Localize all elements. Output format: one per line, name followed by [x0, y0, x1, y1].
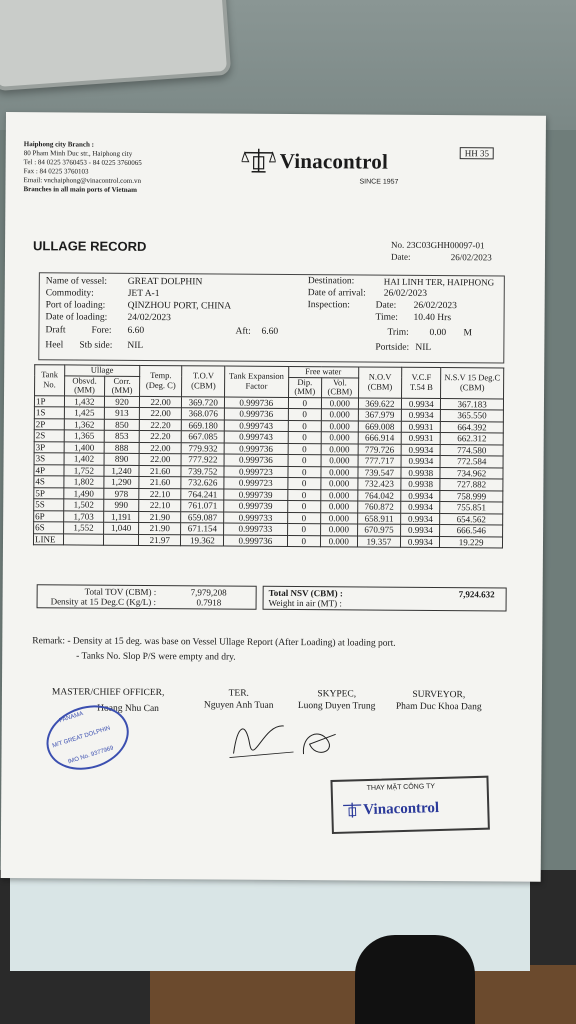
- stamp-company-name: Vinacontrol: [363, 799, 440, 818]
- col-nov: N.O.V (CBM): [358, 367, 402, 398]
- col-free-water: Free water: [288, 366, 358, 377]
- table-cell-tov: 19.362: [181, 534, 224, 546]
- table-cell-vol: 0.000: [321, 466, 358, 478]
- table-cell-vcf: 0.9938: [401, 478, 440, 490]
- table-cell-corr: 913: [105, 407, 140, 419]
- table-cell-exp: 0.999739: [224, 489, 287, 501]
- table-cell-dip: 0: [288, 454, 322, 466]
- arrival-label: Date of arrival:: [307, 288, 366, 299]
- col-expansion: Tank Expansion Factor: [225, 366, 289, 397]
- table-cell-dip: 0: [288, 397, 322, 409]
- table-cell-temp: 22.00: [139, 442, 182, 454]
- table-cell-tank: 4S: [34, 476, 64, 488]
- table-cell-exp: 0.999743: [224, 420, 287, 432]
- table-cell-tov: 732.626: [181, 477, 224, 489]
- table-cell-dip: 0: [288, 443, 322, 455]
- vessel-label: Name of vessel:: [45, 276, 108, 287]
- table-cell-tov: 779.932: [182, 442, 225, 454]
- loading-date-value: 24/02/2023: [127, 312, 171, 324]
- table-cell-tov: 659.087: [181, 511, 224, 523]
- loading-date-label: Date of loading:: [45, 312, 108, 323]
- table-cell-corr: 920: [105, 396, 140, 408]
- trim-label: Trim:: [387, 327, 409, 338]
- table-cell-dip: 0: [288, 420, 322, 432]
- col-vol: Vol. (CBM): [321, 377, 358, 397]
- table-cell-tank: 3P: [34, 441, 64, 453]
- table-cell-obsvd: [63, 533, 103, 545]
- vinacontrol-emblem-icon: [341, 801, 363, 820]
- table-cell-vol: 0.000: [321, 397, 358, 409]
- table-cell-vol: 0.000: [321, 443, 358, 455]
- table-cell-exp: 0.999723: [224, 466, 287, 478]
- company-name: Vinacontrol: [279, 148, 389, 174]
- table-cell-vcf: 0.9934: [402, 398, 441, 410]
- table-cell-nov: 369.622: [358, 397, 402, 409]
- table-cell-corr: 890: [104, 453, 139, 465]
- fore-label: Fore:: [91, 325, 112, 336]
- draft-label: Draft: [45, 325, 66, 336]
- col-dip: Dip. (MM): [288, 377, 322, 397]
- table-cell-obsvd: 1,402: [64, 453, 104, 465]
- density-value: 0.7918: [196, 597, 222, 608]
- stamp-round-top: PANAMA: [58, 710, 85, 725]
- table-cell-nsv: 758.999: [440, 490, 503, 502]
- table-cell-dip: 0: [288, 431, 322, 443]
- signature-surveyor: [396, 689, 482, 714]
- inspection-label: Inspection:: [307, 300, 350, 311]
- branch-title: Haiphong city Branch :: [23, 140, 95, 149]
- ullage-table-body: [33, 395, 503, 548]
- table-cell-temp: 22.10: [139, 499, 182, 511]
- table-cell-exp: 0.999733: [224, 512, 287, 524]
- table-cell-vcf: 0.9931: [401, 421, 440, 433]
- table-cell-temp: 22.00: [139, 453, 182, 465]
- destination-value: HAI LINH TER, HAIPHONG: [383, 276, 495, 288]
- table-cell-nov: 669.008: [358, 420, 402, 432]
- destination-label: Destination:: [307, 276, 355, 287]
- total-tov-label: Total TOV (CBM) :: [84, 586, 157, 598]
- table-cell-tov: 761.071: [181, 500, 224, 512]
- company-logo: [242, 148, 389, 175]
- heel-label: Heel: [45, 340, 64, 351]
- table-cell-dip: 0: [287, 477, 321, 489]
- table-cell-corr: 853: [104, 430, 139, 442]
- branch-line: 80 Pham Minh Duc str., Haiphong city: [23, 149, 133, 158]
- table-cell-nsv: 664.392: [441, 421, 504, 433]
- time-label: Time:: [375, 312, 398, 323]
- table-cell-obsvd: 1,552: [63, 522, 103, 534]
- col-nsv: N.S.V 15 Deg.C (CBM): [441, 368, 504, 399]
- table-cell-vol: 0.000: [321, 420, 358, 432]
- surveyor-name: Pham Duc Khoa Dang: [395, 701, 482, 713]
- table-cell-obsvd: 1,802: [64, 476, 104, 488]
- table-cell-nov: 19.357: [357, 535, 401, 547]
- table-cell-obsvd: 1,502: [63, 499, 103, 511]
- table-cell-dip: 0: [287, 512, 321, 524]
- table-cell-nov: 670.975: [357, 524, 401, 536]
- table-cell-tank: LINE: [33, 533, 63, 545]
- table-cell-obsvd: 1,703: [63, 510, 103, 522]
- ter-name: Nguyen Anh Tuan: [203, 700, 274, 711]
- table-cell-exp: 0.999736: [225, 397, 288, 409]
- inspection-date-value: 26/02/2023: [413, 300, 457, 312]
- table-cell-exp: 0.999736: [224, 535, 287, 547]
- branch-line: Email: vnchaiphong@vinacontrol.com.vn: [23, 176, 142, 185]
- table-cell-tank: 4P: [34, 464, 64, 476]
- table-cell-vcf: 0.9934: [402, 409, 441, 421]
- table-cell-nsv: 654.562: [440, 513, 503, 525]
- document-date: Date: 26/02/2023: [390, 251, 492, 263]
- table-cell-vol: 0.000: [321, 512, 358, 524]
- table-cell-nov: 777.717: [358, 455, 402, 467]
- handwritten-signatures: [223, 714, 353, 765]
- table-cell-tank: 2P: [34, 418, 64, 430]
- table-cell-corr: 1,240: [104, 465, 139, 477]
- table-cell-tank: 1P: [34, 395, 64, 407]
- table-cell-vol: 0.000: [321, 489, 358, 501]
- table-cell-temp: 22.10: [139, 488, 182, 500]
- table-cell-nov: 760.872: [357, 501, 401, 513]
- ullage-record-document: [1, 112, 546, 882]
- table-cell-tov: 669.180: [182, 419, 225, 431]
- table-cell-nsv: 365.550: [441, 410, 504, 422]
- table-cell-vcf: 0.9934: [401, 490, 440, 502]
- signature-ter: [204, 687, 274, 711]
- table-cell-vol: 0.000: [320, 535, 357, 547]
- master-name: Hoang Nhu Can: [97, 703, 159, 715]
- table-cell-dip: 0: [287, 535, 321, 547]
- trim-unit: M: [463, 328, 472, 339]
- portside-label: Portside:: [375, 342, 410, 353]
- col-obsvd: Obsvd. (MM): [64, 375, 105, 395]
- table-cell-dip: 0: [287, 489, 321, 501]
- branch-line: Fax : 84 0225 3760103: [23, 167, 89, 176]
- table-cell-tank: 3S: [34, 453, 64, 465]
- table-cell-vcf: 0.9931: [401, 432, 440, 444]
- table-cell-nsv: 772.584: [440, 456, 503, 468]
- table-cell-tov: 671.154: [181, 523, 224, 535]
- table-cell-temp: 22.00: [139, 396, 182, 408]
- table-cell-temp: 21.90: [139, 511, 182, 523]
- table-cell-nsv: 727.882: [440, 479, 503, 491]
- col-temp: Temp. (Deg. C): [139, 365, 182, 396]
- stb-label: Stb side:: [79, 340, 113, 351]
- table-cell-vol: 0.000: [321, 455, 358, 467]
- stamp-round-mid: M/T GREAT DOLPHIN: [51, 725, 112, 750]
- table-cell-temp: 22.20: [139, 419, 182, 431]
- table-cell-nov: 739.547: [358, 466, 402, 478]
- table-cell-corr: [104, 534, 139, 546]
- table-cell-obsvd: 1,752: [64, 464, 104, 476]
- totals-section: [50, 586, 505, 609]
- table-cell-temp: 22.20: [139, 430, 182, 442]
- total-nsv-value: 7,924.632: [458, 589, 495, 600]
- col-vcf: V.C.F T.54 B: [402, 367, 441, 398]
- table-cell-vcf: 0.9934: [401, 536, 440, 548]
- commodity-label: Commodity:: [45, 288, 94, 299]
- since-year: SINCE 1957: [359, 178, 399, 186]
- table-cell-dip: 0: [287, 466, 321, 478]
- table-cell-obsvd: 1,490: [64, 487, 104, 499]
- table-cell-exp: 0.999743: [224, 431, 287, 443]
- surveyor-title: SURVEYOR,: [412, 689, 466, 701]
- table-cell-tank: 2S: [34, 430, 64, 442]
- port-label: Port of loading:: [45, 300, 106, 311]
- fore-value: 6.60: [127, 325, 145, 336]
- table-cell-nov: 367.979: [358, 409, 402, 421]
- table-cell-corr: 888: [104, 442, 139, 454]
- signature-skypec: [298, 688, 376, 713]
- table-cell-nsv: 367.183: [441, 398, 504, 410]
- table-cell-obsvd: 1,365: [64, 430, 104, 442]
- table-cell-temp: 22.00: [139, 407, 182, 419]
- table-cell-temp: 21.97: [138, 534, 181, 546]
- vessel-info-box: [38, 272, 505, 363]
- table-cell-tank: 5P: [34, 487, 64, 499]
- shoe: [355, 935, 475, 1024]
- skypec-title: SKYPEC,: [317, 689, 357, 700]
- col-tank-no: Tank No.: [35, 365, 65, 396]
- table-cell-corr: 1,191: [104, 511, 139, 523]
- aft-label: Aft:: [235, 326, 251, 337]
- page-title: ULLAGE RECORD: [33, 238, 147, 254]
- table-cell-exp: 0.999739: [224, 500, 287, 512]
- ter-title: TER.: [228, 688, 249, 699]
- skypec-name: Luong Duyen Trung: [297, 701, 376, 712]
- table-cell-nsv: 666.546: [440, 525, 503, 537]
- branches-all: Branches in all main ports of Vietnam: [23, 185, 138, 194]
- table-cell-tov: 764.241: [181, 488, 224, 500]
- total-nsv-label: Total NSV (CBM) :: [268, 587, 343, 599]
- table-cell-nov: 658.911: [357, 512, 401, 524]
- table-cell-obsvd: 1,432: [64, 395, 104, 407]
- table-cell-exp: 0.999736: [225, 408, 288, 420]
- table-cell-tank: 6S: [34, 522, 64, 534]
- table-cell-vcf: 0.9934: [401, 501, 440, 513]
- table-cell-nov: 779.726: [358, 443, 402, 455]
- table-cell-obsvd: 1,400: [64, 441, 104, 453]
- table-cell-vol: 0.000: [321, 409, 358, 421]
- stb-value: NIL: [127, 340, 144, 351]
- vessel-value: GREAT DOLPHIN: [127, 276, 203, 288]
- table-cell-nsv: 774.580: [440, 444, 503, 456]
- ullage-table: [33, 364, 504, 548]
- time-value: 10.40 Hrs: [413, 312, 452, 324]
- table-cell-exp: 0.999733: [224, 523, 287, 535]
- stamp-round-bottom: IMO No. 9377969: [67, 745, 115, 766]
- document-reference: [391, 239, 492, 264]
- col-corr: Corr. (MM): [105, 376, 140, 396]
- table-cell-dip: 0: [288, 408, 322, 420]
- table-cell-vcf: 0.9934: [401, 513, 440, 525]
- commodity-value: JET A-1: [127, 288, 160, 300]
- table-cell-temp: 21.90: [138, 522, 181, 534]
- table-cell-vcf: 0.9938: [401, 467, 440, 479]
- table-cell-corr: 850: [104, 419, 139, 431]
- trim-value: 0.00: [429, 327, 447, 339]
- portside-value: NIL: [415, 342, 432, 353]
- table-cell-exp: 0.999736: [224, 443, 287, 455]
- remark-line: Remark: - Density at 15 deg. was base on Vessel Ullage Report (After Loading) at loading port.: [32, 636, 396, 649]
- branch-line: Tel : 84 0225 3760453 - 84 0225 3760065: [23, 158, 142, 167]
- table-cell-temp: 21.60: [139, 465, 182, 477]
- table-cell-corr: 1,290: [104, 476, 139, 488]
- remark-line: - Tanks No. Slop P/S were empty and dry.: [76, 651, 236, 663]
- arrival-value: 26/02/2023: [383, 288, 428, 299]
- weight-label: Weight in air (MT) :: [268, 597, 342, 609]
- table-cell-nsv: 19.229: [440, 536, 503, 548]
- table-cell-tov: 368.076: [182, 408, 225, 420]
- col-tov: T.O.V (CBM): [182, 366, 225, 397]
- vinacontrol-emblem-icon: [242, 148, 276, 174]
- company-stamp: [330, 776, 489, 834]
- table-cell-vol: 0.000: [321, 501, 358, 513]
- col-ullage: Ullage: [64, 365, 139, 376]
- table-cell-corr: 990: [104, 499, 139, 511]
- table-cell-exp: 0.999736: [224, 454, 287, 466]
- table-cell-corr: 978: [104, 488, 139, 500]
- aft-value: 6.60: [261, 326, 279, 337]
- table-cell-exp: 0.999723: [224, 477, 287, 489]
- table-cell-obsvd: 1,425: [64, 407, 104, 419]
- table-cell-nsv: 755.851: [440, 502, 503, 514]
- table-cell-vol: 0.000: [321, 524, 358, 536]
- table-cell-dip: 0: [287, 500, 321, 512]
- table-cell-nov: 666.914: [358, 432, 402, 444]
- table-cell-nov: 764.042: [357, 489, 401, 501]
- total-tov-value: 7,979,208: [190, 587, 227, 598]
- density-label: Density at 15 Deg.C (Kg/L) :: [50, 596, 157, 608]
- table-cell-nov: 732.423: [357, 478, 401, 490]
- port-value: QINZHOU PORT, CHINA: [127, 300, 232, 312]
- inspection-date-label: Date:: [375, 300, 397, 311]
- table-cell-corr: 1,040: [104, 522, 139, 534]
- table-cell-vol: 0.000: [321, 432, 358, 444]
- document-number: No. 23C03GHH00097-01: [391, 239, 485, 251]
- branch-info: [23, 140, 141, 195]
- form-code: HH 35: [460, 147, 494, 159]
- stamp-logo: [341, 799, 439, 820]
- table-cell-vcf: 0.9934: [401, 444, 440, 456]
- table-cell-tov: 369.720: [182, 396, 225, 408]
- table-cell-dip: 0: [287, 523, 321, 535]
- remark-section: [32, 634, 396, 667]
- table-cell-vol: 0.000: [321, 478, 358, 490]
- table-cell-tov: 777.922: [182, 454, 225, 466]
- table-cell-tov: 739.752: [181, 465, 224, 477]
- table-cell-tank: 5S: [34, 499, 64, 511]
- table-cell-obsvd: 1,362: [64, 418, 104, 430]
- master-title: MASTER/CHIEF OFFICER,: [51, 687, 165, 699]
- table-cell-tov: 667.085: [182, 431, 225, 443]
- table-cell-vcf: 0.9934: [401, 455, 440, 467]
- table-cell-temp: 21.60: [139, 476, 182, 488]
- table-cell-nsv: 662.312: [441, 433, 504, 445]
- table-cell-vcf: 0.9934: [401, 524, 440, 536]
- table-cell-nsv: 734.962: [440, 467, 503, 479]
- table-cell-tank: 6P: [34, 510, 64, 522]
- stamp-rect-top: THAY MẶT CÔNG TY: [366, 783, 436, 793]
- table-cell-tank: 1S: [34, 407, 64, 419]
